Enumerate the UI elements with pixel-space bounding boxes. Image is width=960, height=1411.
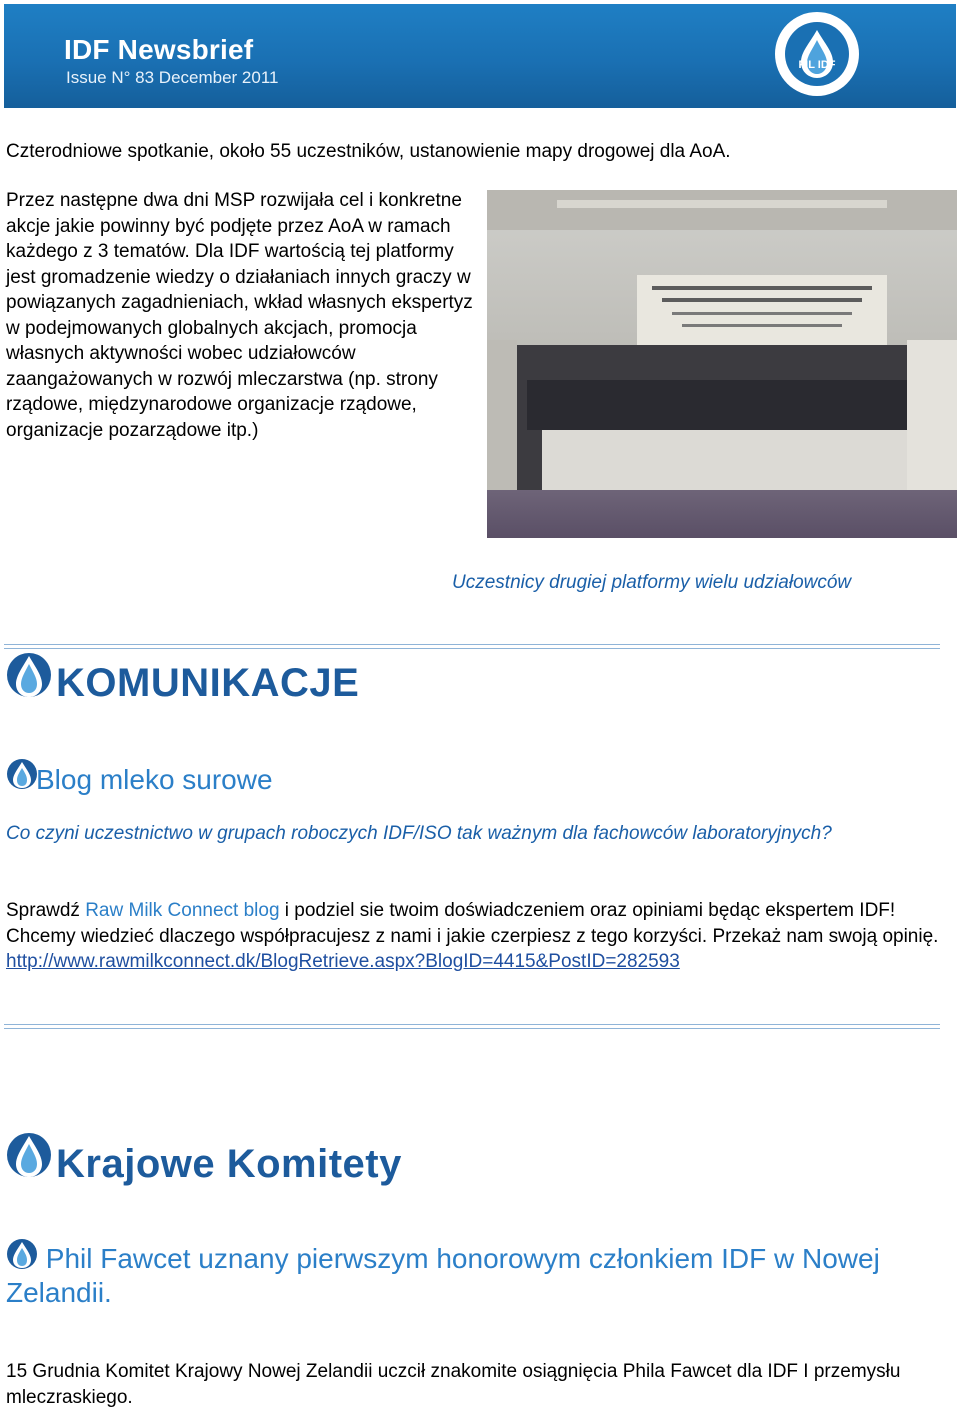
- drop-icon: [6, 758, 38, 790]
- issue-label: Issue N° 83 December 2011: [66, 68, 279, 87]
- idf-logo: [773, 10, 861, 98]
- group-photo: [487, 190, 957, 538]
- blog-text-before-link: Sprawdź: [6, 900, 86, 921]
- intro-line: Czterodniowe spotkanie, około 55 uczestników, ustanowienie mapy drogowej dla AoA.: [6, 141, 731, 162]
- section-title-komunikacje: KOMUNIKACJE: [56, 661, 360, 705]
- subsection-title-blog: Blog mleko surowe: [36, 764, 273, 795]
- photo-caption: Uczestnicy drugiej platformy wielu udziałowców: [452, 572, 852, 593]
- blog-question: Co czyni uczestnictwo w grupach roboczych IDF/ISO tak ważnym dla fachowców laboratoryjnych?: [6, 823, 832, 844]
- subsection-title-nz: [6, 1242, 936, 1310]
- newsletter-title: IDF Newsbrief: [64, 34, 254, 65]
- drop-logo-icon: [6, 648, 52, 702]
- intro-paragraph: Przez następne dwa dni MSP rozwijała cel i konkretne akcje jakie powinny być podjęte przez AoA w ramach każdego z 3 tematów. Dla IDF wartością tej platformy jest gromadzenie wiedzy o działaniach innych graczy w powiązanych zagadnieniach, wkład własnych ekspertyz w podejmowanych globalnych akcjach, promocja własnych aktywności wobec udziałowców zaangażowanych w rozwój mleczarstwa (np. strony rządowe, międzynarodowe organizacje rządowe, organizacje pozarządowe itp.): [6, 190, 473, 441]
- blog-text-after-link: i podziel sie twoim doświadczeniem oraz opiniami będąc ekspertem IDF!: [279, 900, 896, 921]
- logo-text: FIL IDF: [798, 59, 836, 71]
- section-divider: [4, 644, 940, 649]
- blog-url-link[interactable]: http://www.rawmilkconnect.dk/BlogRetrieve.aspx?BlogID=4415&PostID=282593: [6, 951, 680, 972]
- blog-body: [6, 898, 956, 975]
- drop-logo-icon: [6, 1128, 52, 1182]
- section-divider: [4, 1024, 940, 1029]
- blog-text-2: Chcemy wiedzieć dlaczego współpracujesz z nami i jakie czerpiesz z tego korzyści. Przekaż nam swoją opinię.: [6, 925, 939, 947]
- nz-title-text: Phil Fawcet uznany pierwszym honorowym członkiem IDF w Nowej Zelandii.: [6, 1243, 880, 1308]
- section-title-krajowe-komitety: Krajowe Komitety: [56, 1142, 402, 1186]
- nz-paragraph: 15 Grudnia Komitet Krajowy Nowej Zelandii uczcił znakomite osiągnięcia Phila Fawcet dla IDF I przemysłu mleczraskiego.: [6, 1361, 901, 1408]
- raw-milk-connect-link[interactable]: Raw Milk Connect blog: [85, 900, 280, 921]
